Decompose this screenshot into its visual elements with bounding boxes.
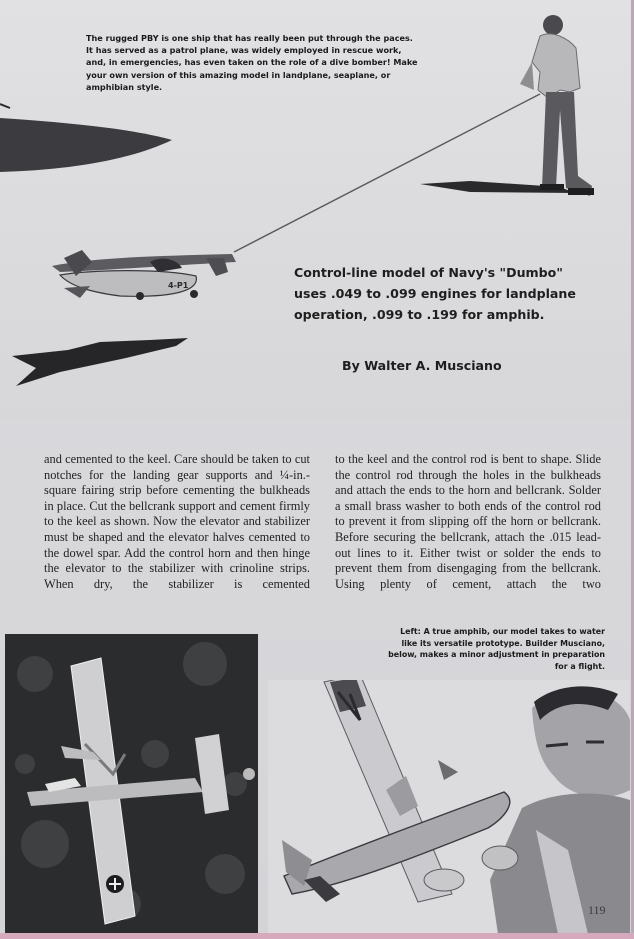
page-number: 119	[588, 903, 606, 917]
builder-with-model-photo	[268, 680, 630, 934]
article-column-left: and cemented to the keel. Care should be taken to cut notches for the landing gear supports and ¼-in.-square fairing strip before cementing the bulkheads in place. Cut the bellcrank support and cement firmly to the keel as shown. Now the elevator and stabilizer must be shaped and the elevator halves cemented to the dowel spar. Add the control horn and then hinge the elevator to the stabilizer with crinoline strips. When dry, the stabilizer is cemented	[44, 452, 310, 591]
main-caption: Control-line model of Navy's "Dumbo" uses .049 to .099 engines for landplane operation, .099 to .199 for amphib.	[294, 265, 576, 322]
svg-text:4-P1: 4-P1	[168, 281, 189, 290]
byline: By Walter A. Musciano	[342, 358, 502, 373]
intro-caption: The rugged PBY is one ship that has really been put through the paces. It has served as a patrol plane, was widely employed in rescue work, and, in emergencies, has even taken on the role of a dive bomber! Make your own version of this amazing model in landplane, seaplane, or amphibian style.	[86, 33, 418, 92]
page-edge-bottom	[0, 933, 634, 939]
amphib-model-photo	[5, 634, 258, 934]
article-column-right: to the keel and the control rod is bent to shape. Slide the control rod through the holes in the bulkheads and attach the ends to the horn and bellcrank. Solder a small brass washer to both ends of the control rod to prevent it from slipping off the horn or bellcrank. Before securing the bellcrank, attach the .015 lead-out lines to it. Either twist or solder the ends to prevent them from disengaging from the bellcrank. Using plenty of cement, attach the two	[335, 452, 601, 591]
photo-caption: Left: A true amphib, our model takes to water like its versatile prototype. Builder Musciano, below, makes a minor adjustment in preparation for a flight.	[388, 627, 605, 671]
